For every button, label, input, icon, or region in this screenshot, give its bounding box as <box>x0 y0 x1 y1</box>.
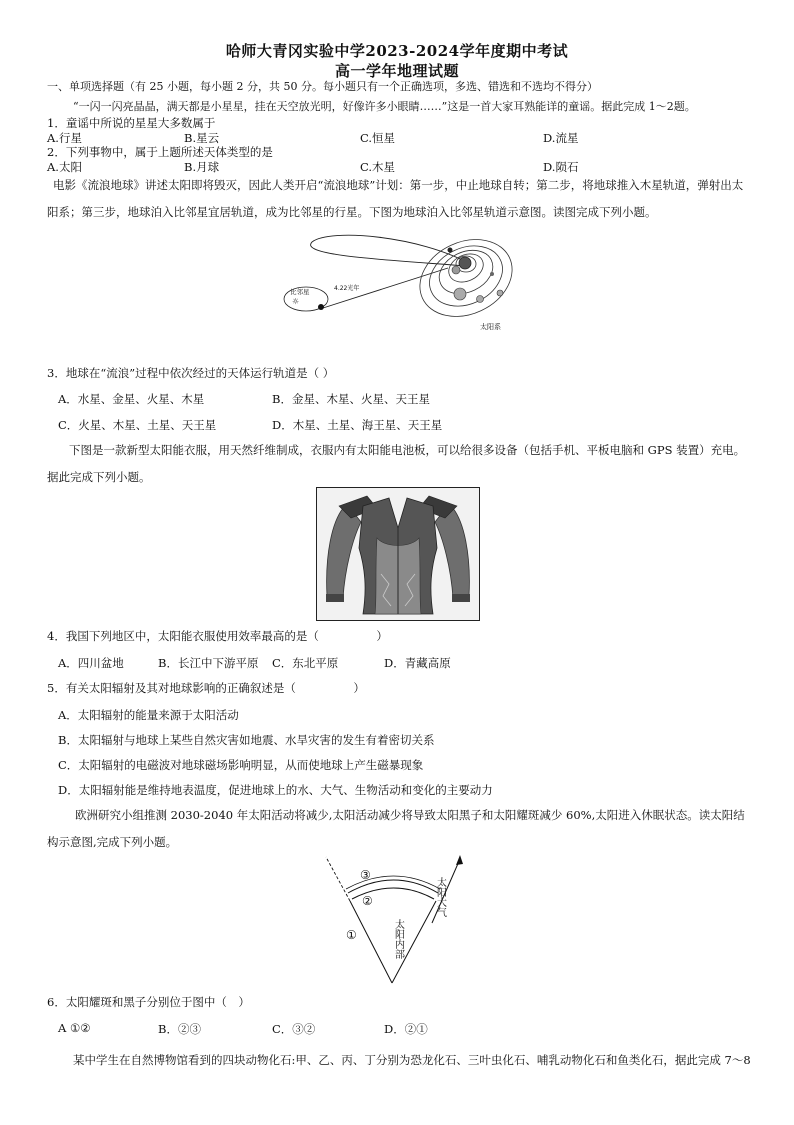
q4-option-a[interactable]: A．四川盆地 <box>58 656 124 670</box>
q5-option-b[interactable]: B．太阳辐射与地球上某些自然灾害如地震、水旱灾害的发生有着密切关系 <box>58 733 435 747</box>
solar-jacket-image <box>316 487 480 621</box>
label-solar-atmosphere: 太阳大气 <box>434 877 446 917</box>
q6-option-a[interactable]: A ①② <box>58 1021 91 1035</box>
planet-icon <box>497 290 503 296</box>
q1-stem: 1．童谣中所说的星星大多数属于 <box>47 116 216 130</box>
label-solar-system: 太阳系 <box>480 323 501 331</box>
q3-option-a[interactable]: A．水星、金星、火星、木星 <box>58 392 205 406</box>
q2-option-d[interactable]: D.陨石 <box>543 160 579 174</box>
label-solar-interior: 太阳内部 <box>392 919 404 959</box>
wandering-path-loop <box>311 235 470 266</box>
q5-option-c[interactable]: C．太阳辐射的电磁波对地球磁场影响明显，从而使地球上产生磁暴现象 <box>58 758 424 772</box>
planet-icon <box>454 288 466 300</box>
q3-option-d[interactable]: D．木星、土星、海王星、天王星 <box>272 418 443 432</box>
earth-icon <box>448 248 453 253</box>
label-distance: 4.22光年 <box>334 285 360 292</box>
passage-nursery-rhyme: “一闪一闪亮晶晶，满天都是小星星，挂在天空放光明，好像许多小眼睛……”这是一首大家耳熟能详的童谣。据此完成 1～2题。 <box>73 100 696 113</box>
q4-option-b[interactable]: B．长江中下游平原 <box>158 656 259 670</box>
q1-option-b[interactable]: B.星云 <box>184 131 220 145</box>
proxima-star-icon: ☼ <box>292 297 300 306</box>
orbit-diagram <box>270 226 530 350</box>
planet-icon <box>490 272 494 276</box>
q3-stem: 3．地球在“流浪”过程中依次经过的天体运行轨道是（ ） <box>47 366 335 380</box>
q6-stem: 6．太阳耀斑和黑子分别位于图中（ ） <box>47 995 250 1009</box>
q2-option-a[interactable]: A.太阳 <box>47 160 82 174</box>
q5-option-d[interactable]: D．太阳辐射能是维持地表温度，促进地球上的水、大气、生物活动和变化的主要动力 <box>58 783 493 797</box>
sun-icon <box>459 257 471 269</box>
marker-3: ③ <box>360 868 371 882</box>
q1-option-a[interactable]: A.行星 <box>47 131 82 145</box>
q5-option-a[interactable]: A．太阳辐射的能量来源于太阳活动 <box>58 708 239 722</box>
q2-option-b[interactable]: B.月球 <box>184 160 220 174</box>
passage-fossils: 某中学生在自然博物馆看到的四块动物化石:甲、乙、丙、丁分别为恐龙化石、三叶虫化石、哺乳动物化石和鱼类化石，据此完成 7～8 <box>73 1053 751 1067</box>
q1-option-d[interactable]: D.流星 <box>543 131 579 145</box>
q3-option-b[interactable]: B．金星、木星、火星、天王星 <box>272 392 430 406</box>
marker-2: ② <box>362 894 373 908</box>
q1-option-c[interactable]: C.恒星 <box>360 131 396 145</box>
section-heading: 一、单项选择题（有 25 小题，每小题 2 分，共 50 分。每小题只有一个正确选项，多选、错选和不选均不得分） <box>47 80 598 93</box>
q6-option-d[interactable]: D．②① <box>384 1022 428 1036</box>
exam-subtitle: 高一学年地理试题 <box>334 62 459 80</box>
exam-title: 哈师大青冈实验中学2023-2024学年度期中考试 <box>225 42 569 60</box>
q2-stem: 2．下列事物中，属于上题所述天体类型的是 <box>47 145 273 159</box>
passage-sun-activity: 欧洲研究小组推测 2030-2040 年太阳活动将减少,太阳活动减少将导致太阳黑子和太阳耀斑减少 60%,太阳进入休眠状态。读太阳结构示意图,完成下列小题。 <box>47 808 745 849</box>
earth-icon <box>318 304 324 310</box>
planet-icon <box>477 296 484 303</box>
q6-option-c[interactable]: C．③② <box>272 1022 316 1036</box>
q3-option-c[interactable]: C．火星、木星、土星、天王星 <box>58 418 217 432</box>
planet-icon <box>452 266 460 274</box>
q4-option-d[interactable]: D．青藏高原 <box>384 656 451 670</box>
q4-stem: 4．我国下列地区中，太阳能衣服使用效率最高的是（ ） <box>47 629 388 643</box>
sun-structure-diagram <box>320 853 470 991</box>
q6-option-b[interactable]: B．②③ <box>158 1022 201 1036</box>
marker-1: ① <box>346 928 357 942</box>
label-proxima: 比邻星 <box>290 288 310 296</box>
q5-stem: 5．有关太阳辐射及其对地球影响的正确叙述是（ ） <box>47 681 365 695</box>
passage-wandering-earth: 电影《流浪地球》讲述太阳即将毁灭，因此人类开启“流浪地球”计划：第一步，中止地球自转；第二步，将地球推入木星轨道，弹射出太阳系；第三步，地球泊入比邻星宜居轨道，成为比邻星的行星。下图为地球泊入比邻星轨道示意图。读图完成下列小题。 <box>47 178 744 219</box>
passage-solar-clothes: 下图是一款新型太阳能衣服，用天然纤维制成，衣服内有太阳能电池板，可以给很多设备（包括手机、平板电脑和 GPS 装置）充电。据此完成下列小题。 <box>47 443 746 484</box>
q4-option-c[interactable]: C．东北平原 <box>272 656 339 670</box>
q2-option-c[interactable]: C.木星 <box>360 160 396 174</box>
